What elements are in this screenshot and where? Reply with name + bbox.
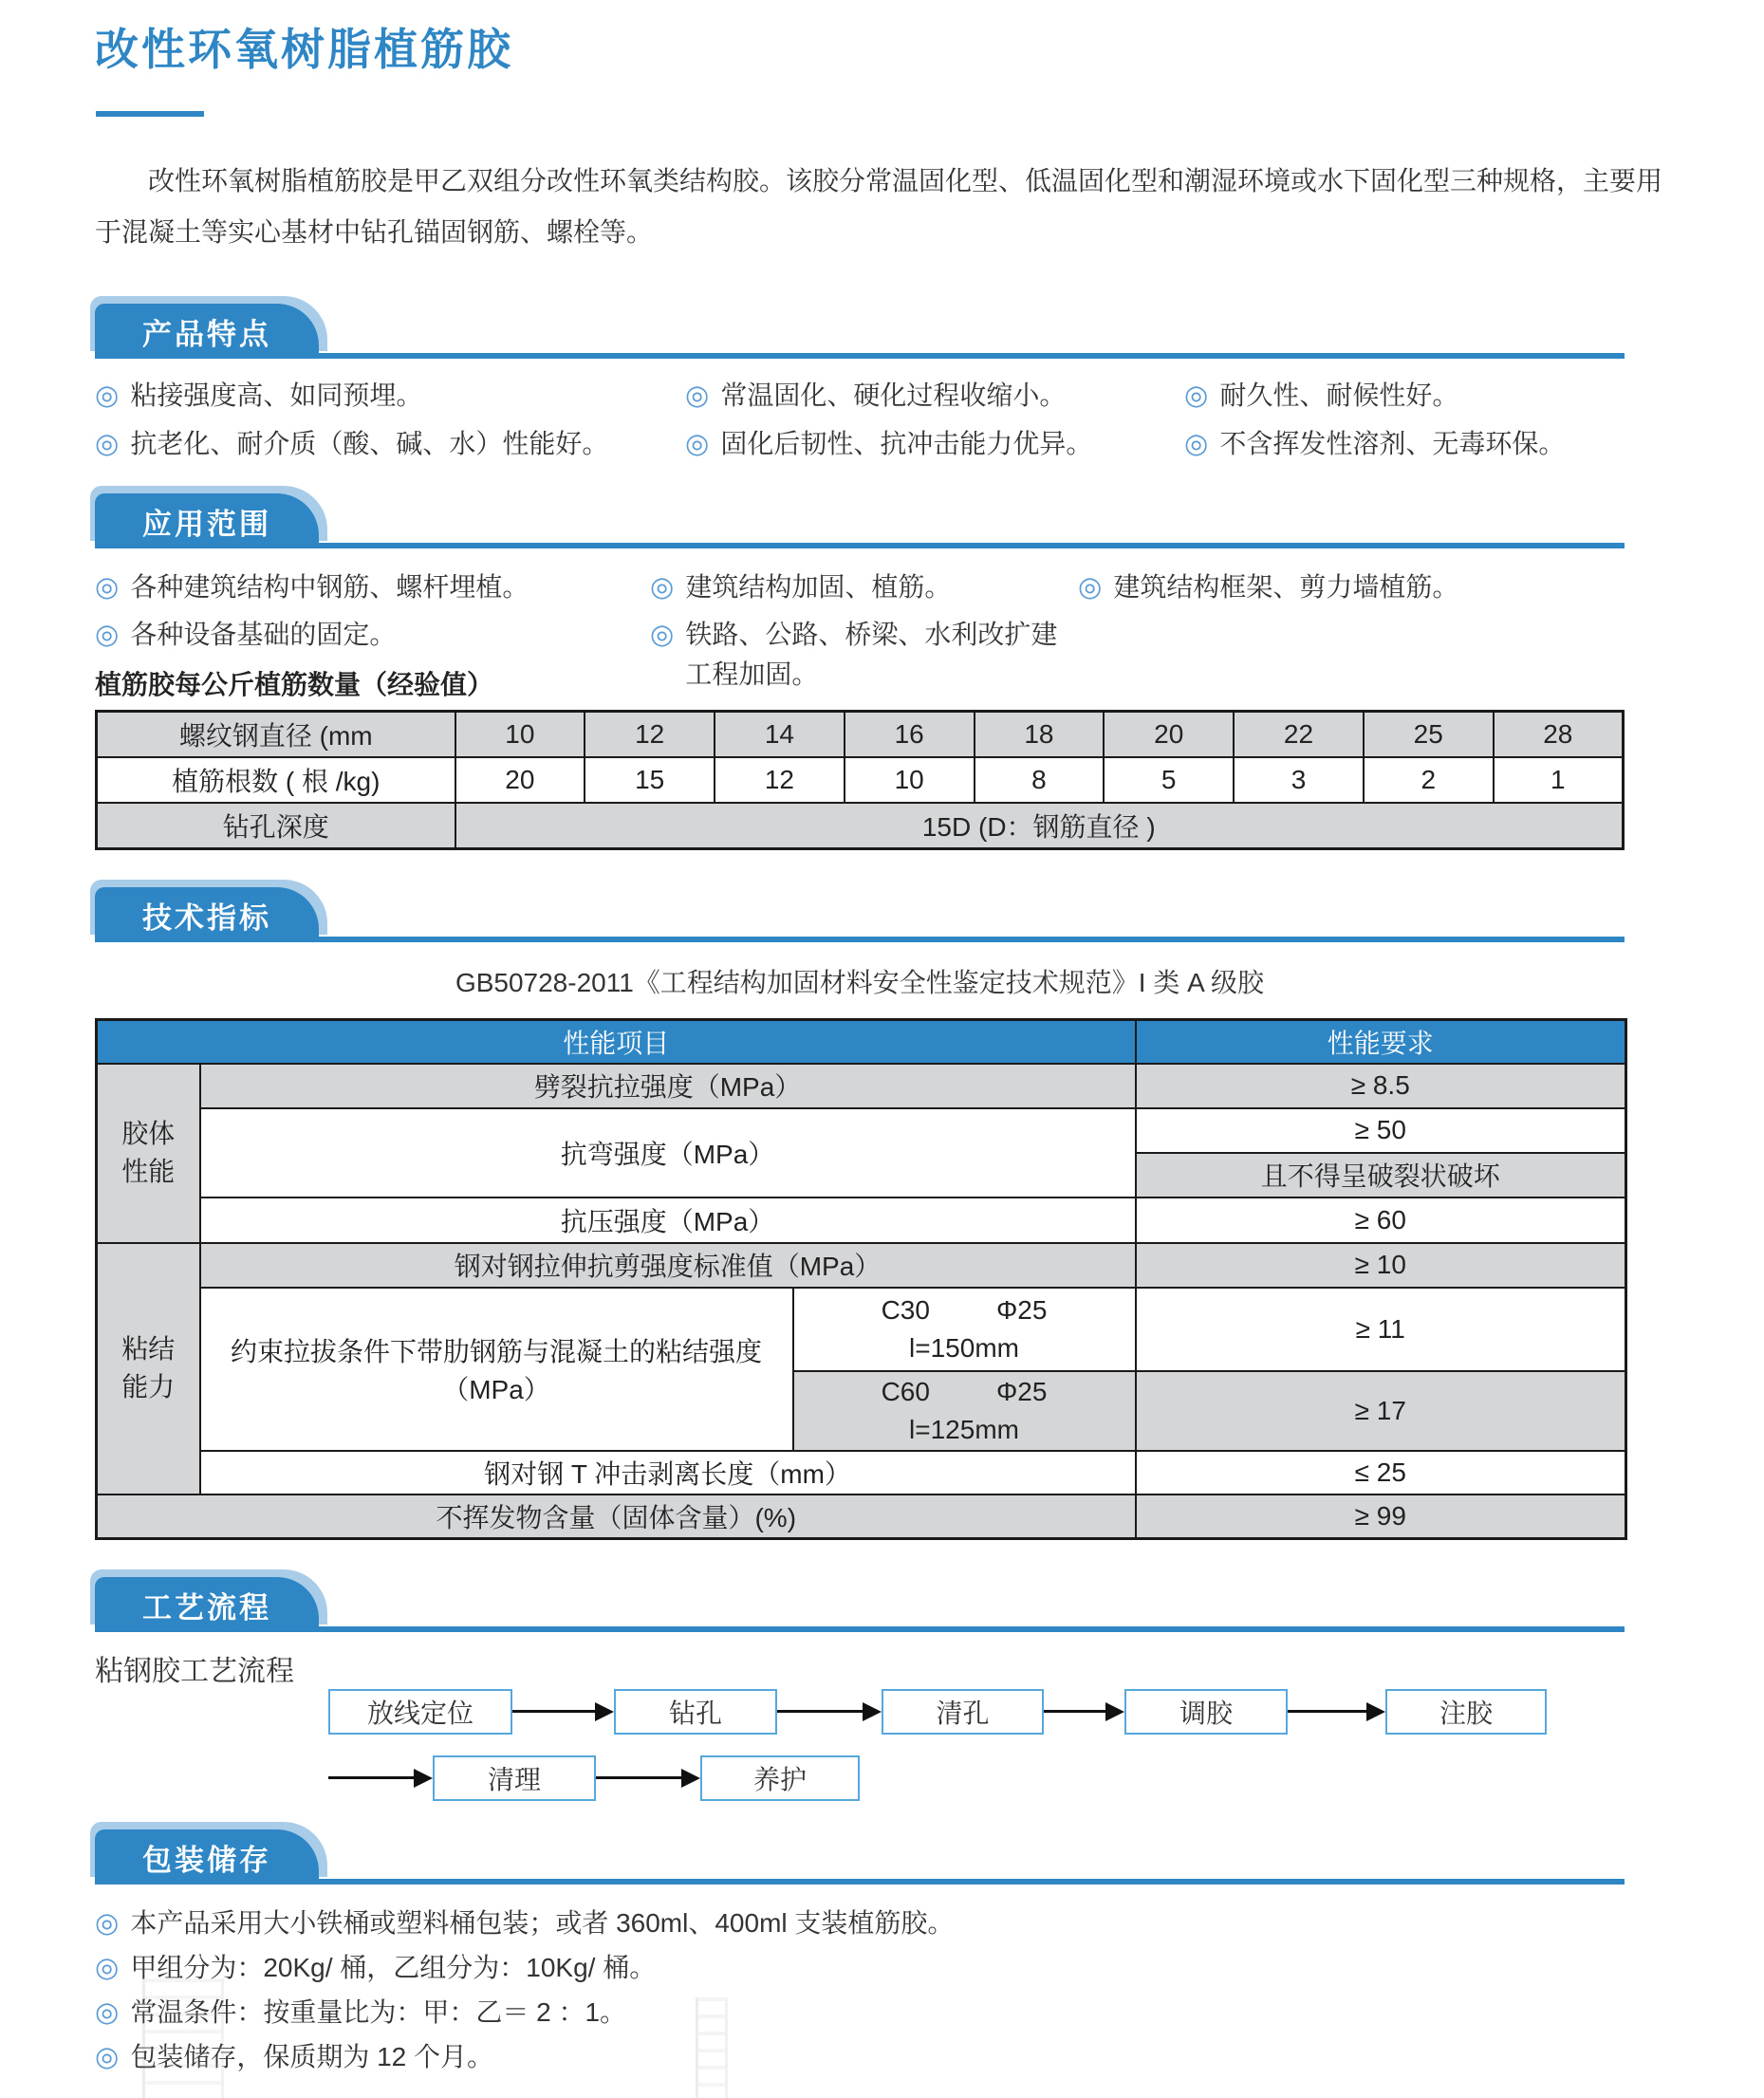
flow-step-label: 钻孔	[668, 1699, 722, 1728]
tech-table	[95, 1018, 1627, 1540]
section-heading-label: 产品特点	[142, 317, 271, 351]
dosage-count-cell: 8	[975, 757, 1105, 803]
tech-group-bond-ability: 粘结能力	[97, 1243, 200, 1495]
flow-arrow-icon	[777, 1710, 863, 1713]
section-rule	[95, 937, 1625, 942]
flow-step-label: 养护	[752, 1765, 807, 1794]
bullet-icon: ◎	[95, 1997, 120, 2028]
feature-text: 粘接强度高、如同预埋。	[130, 381, 423, 410]
application-item	[1078, 567, 1625, 607]
tech-row-value: ≥ 8.5	[1136, 1064, 1626, 1108]
feature-text: 抗老化、耐介质（酸、碱、水）性能好。	[130, 429, 609, 458]
flow-step-label: 放线定位	[366, 1699, 473, 1728]
packaging-row	[95, 1903, 1625, 1943]
tech-row-value: ≥ 11	[1136, 1288, 1626, 1371]
flow-step	[614, 1689, 777, 1735]
feature-text: 耐久性、耐候性好。	[1219, 381, 1459, 410]
feature-item	[685, 376, 1184, 416]
application-item	[650, 615, 1078, 695]
dosage-dia-cell: 16	[845, 712, 975, 758]
table-row	[97, 1020, 1626, 1064]
dosage-count-cell: 3	[1234, 757, 1364, 803]
section-heading-badge	[95, 1829, 319, 1884]
section-heading-label: 工艺流程	[142, 1590, 271, 1625]
flow-step	[1385, 1689, 1547, 1735]
section-heading-label: 技术指标	[142, 900, 271, 935]
section-heading-badge	[95, 304, 319, 359]
tech-row-value: ≥ 50	[1136, 1108, 1626, 1153]
application-text: 建筑结构加固、植筋。	[685, 572, 952, 602]
watermark-sketch	[142, 1978, 224, 2098]
dosage-dia-cell: 25	[1364, 712, 1494, 758]
bullet-icon: ◎	[1184, 381, 1209, 411]
bullet-icon: ◎	[95, 620, 120, 650]
dosage-count-cell: 1	[1494, 757, 1624, 803]
dosage-count-cell: 2	[1364, 757, 1494, 803]
section-head-features	[95, 304, 1625, 359]
tech-row-label: 钢对钢拉伸抗剪强度标准值（MPa）	[200, 1243, 1136, 1288]
bullet-icon: ◎	[1078, 572, 1103, 603]
section-rule	[95, 543, 1625, 548]
table-row	[97, 1198, 1626, 1243]
bullet-icon: ◎	[95, 1953, 120, 1983]
dosage-count-cell: 10	[845, 757, 975, 803]
dosage-dia-cell: 14	[715, 712, 845, 758]
features-row-2	[95, 424, 1625, 464]
dosage-dia-cell: 10	[455, 712, 585, 758]
section-heading-badge	[95, 1577, 319, 1632]
packaging-text: 常温条件：按重量比为：甲：乙＝ 2 ：1。	[130, 1997, 627, 2027]
concrete-grade: C30	[881, 1294, 930, 1325]
bullet-icon: ◎	[95, 2042, 120, 2072]
table-row	[97, 1064, 1626, 1108]
packaging-text: 包装储存，保质期为 12 个月。	[130, 2042, 494, 2071]
tech-row-value: 且不得呈破裂状破坏	[1136, 1153, 1626, 1198]
tech-row-label: 不挥发物含量（固体含量）(%)	[97, 1495, 1136, 1539]
table-row	[97, 712, 1624, 758]
packaging-row	[95, 2037, 1625, 2077]
dosage-dia-cell: 22	[1234, 712, 1364, 758]
tech-group-adhesive-body: 胶体性能	[97, 1064, 200, 1243]
section-heading-label: 包装储存	[142, 1843, 271, 1877]
flow-arrow-icon	[1288, 1710, 1366, 1713]
flow-arrow-icon	[328, 1776, 414, 1779]
dosage-count-cell: 12	[715, 757, 845, 803]
dosage-depth-label: 钻孔深度	[97, 803, 455, 849]
tech-row-label: 抗压强度（MPa）	[200, 1198, 1136, 1243]
feature-item	[1184, 376, 1625, 416]
tech-condition-c30	[793, 1288, 1136, 1371]
dosage-count-cell: 15	[585, 757, 715, 803]
bullet-icon: ◎	[95, 572, 120, 603]
dosage-dia-cell: 20	[1104, 712, 1234, 758]
dosage-dia-cell: 12	[585, 712, 715, 758]
feature-item	[1184, 424, 1625, 464]
bullet-icon: ◎	[685, 381, 710, 411]
section-rule	[95, 1879, 1625, 1884]
section-head-process	[95, 1577, 1625, 1632]
tech-row-value: ≥ 99	[1136, 1495, 1626, 1539]
feature-item	[95, 424, 685, 464]
dosage-depth-value: 15D (D：钢筋直径 )	[455, 803, 1624, 849]
anchor-length: l=125mm	[909, 1414, 1019, 1444]
table-row	[97, 1243, 1626, 1288]
table-row	[97, 1108, 1626, 1153]
page-title: 改性环氧树脂植筋胶	[95, 25, 513, 74]
packaging-row	[95, 1948, 1625, 1988]
bullet-icon: ◎	[95, 429, 120, 459]
title-underline	[96, 111, 204, 117]
table-row	[97, 803, 1624, 849]
bullet-icon: ◎	[1184, 429, 1209, 459]
table-row	[97, 1451, 1626, 1495]
flow-arrow-icon	[596, 1776, 681, 1779]
packaging-text: 本产品采用大小铁桶或塑料桶包装；或者 360ml、400ml 支装植筋胶。	[130, 1908, 955, 1938]
section-rule	[95, 1626, 1625, 1632]
tech-row-value: ≥ 17	[1136, 1371, 1626, 1451]
flow-arrow-icon	[1044, 1710, 1105, 1713]
flow-step-label: 清理	[487, 1765, 541, 1794]
tech-row-value: ≥ 10	[1136, 1243, 1626, 1288]
bullet-icon: ◎	[650, 572, 675, 603]
dosage-table	[95, 710, 1625, 850]
feature-text: 不含挥发性溶剂、无毒环保。	[1219, 429, 1566, 458]
concrete-grade: C60	[881, 1376, 930, 1406]
packaging-row	[95, 1993, 1625, 2033]
feature-text: 固化后韧性、抗冲击能力优异。	[720, 429, 1093, 458]
tech-row-label: 钢对钢 T 冲击剥离长度（mm）	[200, 1451, 1136, 1495]
flow-arrow-icon	[512, 1710, 595, 1713]
application-text: 各种设备基础的固定。	[130, 620, 397, 649]
section-heading-label: 应用范围	[142, 507, 271, 541]
tech-header-item: 性能项目	[97, 1020, 1136, 1064]
tech-row-label: 劈裂抗拉强度（MPa）	[200, 1064, 1136, 1108]
tech-row-value: ≤ 25	[1136, 1451, 1626, 1495]
rebar-diameter: Φ25	[995, 1376, 1048, 1406]
feature-item	[95, 376, 685, 416]
table-row	[97, 1495, 1626, 1539]
section-head-tech	[95, 887, 1625, 942]
tech-condition-c60	[793, 1371, 1136, 1451]
section-head-packaging	[95, 1829, 1625, 1884]
application-text: 各种建筑结构中钢筋、螺杆埋植。	[130, 572, 529, 602]
rebar-diameter: Φ25	[995, 1294, 1048, 1325]
watermark-sketch	[696, 1997, 728, 2098]
packaging-text: 甲组分为：20Kg/ 桶，乙组分为：10Kg/ 桶。	[130, 1953, 657, 1982]
flow-step-label: 调胶	[1179, 1699, 1233, 1728]
table-row	[97, 757, 1624, 803]
flow-step-label: 注胶	[1439, 1699, 1493, 1728]
section-head-applications	[95, 493, 1625, 548]
tech-row-value: ≥ 60	[1136, 1198, 1626, 1243]
bullet-icon: ◎	[650, 620, 675, 650]
dosage-count-label: 植筋根数 ( 根 /kg)	[97, 757, 455, 803]
dosage-dia-label: 螺纹钢直径 (mm	[97, 712, 455, 758]
application-item	[650, 567, 1078, 607]
flow-step-label: 清孔	[936, 1699, 990, 1728]
table-row	[97, 1288, 1626, 1371]
feature-item	[685, 424, 1184, 464]
process-caption: 粘钢胶工艺流程	[95, 1656, 294, 1687]
section-heading-badge	[95, 887, 319, 942]
application-text: 铁路、公路、桥梁、水利改扩建工程加固。	[685, 620, 1058, 689]
bullet-icon: ◎	[95, 381, 120, 411]
bullet-icon: ◎	[685, 429, 710, 459]
flow-step	[433, 1755, 596, 1801]
tech-row-label: 抗弯强度（MPa）	[200, 1108, 1136, 1198]
dosage-count-cell: 20	[455, 757, 585, 803]
tech-row-label: 约束拉拔条件下带肋钢筋与混凝土的粘结强度（MPa）	[200, 1288, 793, 1451]
anchor-length: l=150mm	[909, 1332, 1019, 1363]
dosage-table-caption: 植筋胶每公斤植筋数量（经验值）	[95, 670, 494, 699]
feature-text: 常温固化、硬化过程收缩小。	[720, 381, 1067, 410]
dosage-dia-cell: 18	[975, 712, 1105, 758]
application-item	[1078, 615, 1625, 695]
tech-header-req: 性能要求	[1136, 1020, 1626, 1064]
dosage-count-cell: 5	[1104, 757, 1234, 803]
flow-step	[700, 1755, 860, 1801]
flow-step	[328, 1689, 512, 1735]
flow-step	[1124, 1689, 1288, 1735]
application-item	[95, 567, 650, 607]
packaging-item	[95, 1903, 954, 1943]
applications-row-1	[95, 567, 1625, 607]
section-rule	[95, 353, 1625, 359]
section-heading-badge	[95, 493, 319, 548]
features-row-1	[95, 376, 1625, 416]
application-text: 建筑结构框架、剪力墙植筋。	[1113, 572, 1459, 602]
flow-step	[882, 1689, 1044, 1735]
bullet-icon: ◎	[95, 1908, 120, 1939]
dosage-dia-cell: 28	[1494, 712, 1624, 758]
intro-paragraph: 改性环氧树脂植筋胶是甲乙双组分改性环氧类结构胶。该胶分常温固化型、低温固化型和潮湿环境或水下固化型三种规格，主要用于混凝土等实心基材中钻孔锚固钢筋、螺栓等。	[95, 166, 1663, 247]
tech-standard-caption: GB50728-2011《工程结构加固材料安全性鉴定技术规范》I 类 A 级胶	[455, 968, 1265, 997]
